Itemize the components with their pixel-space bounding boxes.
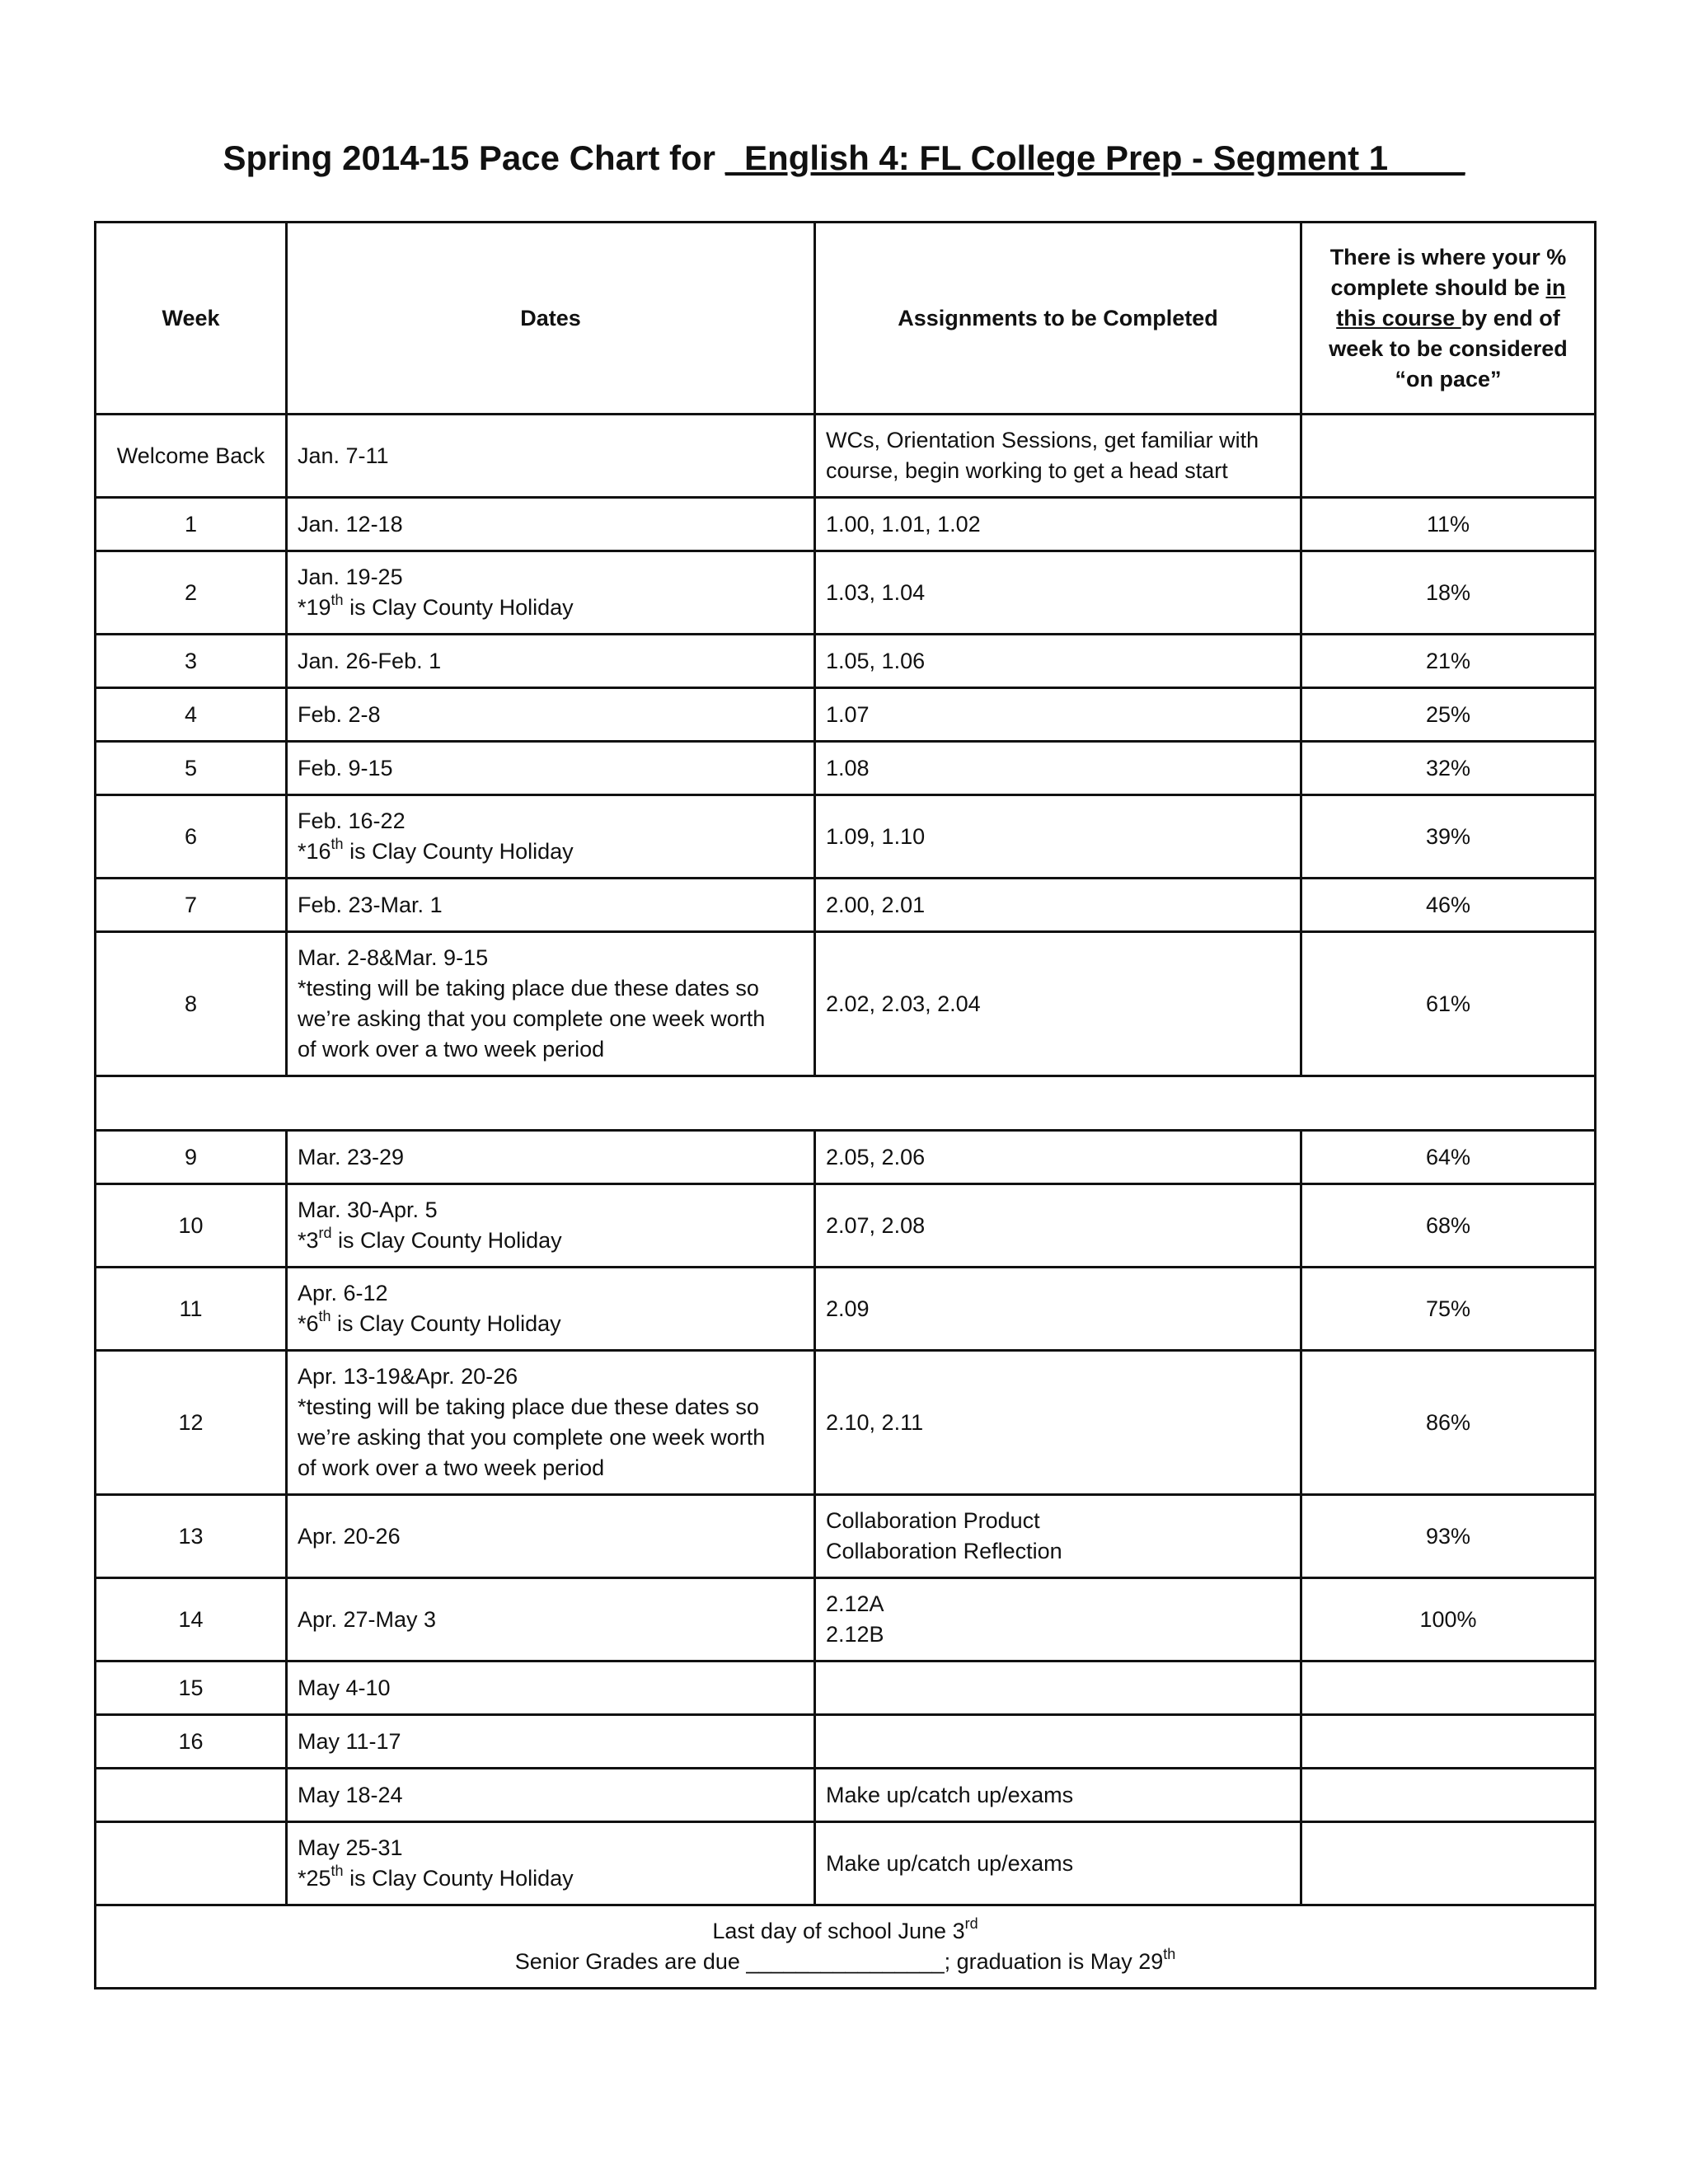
week-cell: 9 (96, 1131, 287, 1184)
week-cell: 12 (96, 1351, 287, 1495)
dates-cell: Feb. 23-Mar. 1 (287, 879, 815, 932)
assignments-cell: Make up/catch up/exams (815, 1769, 1301, 1822)
week-cell (96, 1769, 287, 1822)
senior-grades-note: Senior Grades are due ________________; graduation is May 29th (514, 1946, 1176, 1974)
assignments-cell: 2.00, 2.01 (815, 879, 1301, 932)
holiday-note: *25th is Clay County Holiday (298, 1863, 574, 1891)
header-dates: Dates (287, 223, 815, 415)
course-name: _English 4: FL College Prep - Segment 1____ (724, 138, 1465, 177)
assignments-cell (815, 1661, 1301, 1715)
table-row (96, 1268, 1596, 1351)
last-day-of-school: Last day of school June 3rd (712, 1915, 978, 1943)
assignments-cell: 1.08 (815, 742, 1301, 795)
pace-cell: 75% (1301, 1268, 1596, 1351)
week-cell: 7 (96, 879, 287, 932)
week-cell: Welcome Back (96, 415, 287, 498)
assignments-cell: 1.09, 1.10 (815, 795, 1301, 879)
week-cell: 14 (96, 1578, 287, 1661)
dates-cell: Jan. 26-Feb. 1 (287, 635, 815, 688)
assignments-cell: 2.10, 2.11 (815, 1351, 1301, 1495)
assignments-cell: 1.00, 1.01, 1.02 (815, 498, 1301, 551)
dates-cell: Mar. 2-8&Mar. 9-15 *testing will be taking place due these dates so we’re asking that you complete one week worth of work over a two week period (287, 932, 815, 1076)
dates-cell: Feb. 16-22 *16th is Clay County Holiday (287, 795, 815, 879)
table-row (96, 1715, 1596, 1769)
pace-cell: 61% (1301, 932, 1596, 1076)
table-row (96, 498, 1596, 551)
pace-cell: 100% (1301, 1578, 1596, 1661)
pace-cell (1301, 1769, 1596, 1822)
week-cell: 5 (96, 742, 287, 795)
week-cell: 4 (96, 688, 287, 742)
table-row (96, 1769, 1596, 1822)
holiday-note: *19th is Clay County Holiday (298, 592, 574, 620)
table-row (96, 879, 1596, 932)
pace-cell: 39% (1301, 795, 1596, 879)
week-cell (96, 1822, 287, 1905)
pace-chart-table (94, 221, 1597, 1990)
pace-cell (1301, 1715, 1596, 1769)
dates-cell: Jan. 7-11 (287, 415, 815, 498)
pace-cell (1301, 1822, 1596, 1905)
week-cell: 3 (96, 635, 287, 688)
dates-cell: Mar. 23-29 (287, 1131, 815, 1184)
dates-cell: Jan. 19-25 *19th is Clay County Holiday (287, 551, 815, 635)
table-row (96, 1131, 1596, 1184)
week-cell: 8 (96, 932, 287, 1076)
table-row (96, 932, 1596, 1076)
dates-cell: Apr. 6-12 *6th is Clay County Holiday (287, 1268, 815, 1351)
week-cell: 1 (96, 498, 287, 551)
assignments-cell: Collaboration Product Collaboration Reflection (815, 1495, 1301, 1578)
week-cell: 15 (96, 1661, 287, 1715)
pace-cell: 18% (1301, 551, 1596, 635)
table-row (96, 551, 1596, 635)
table-row (96, 635, 1596, 688)
testing-note: *testing will be taking place due these dates so (298, 1394, 759, 1419)
pace-cell: 64% (1301, 1131, 1596, 1184)
table-row (96, 742, 1596, 795)
table-row (96, 1495, 1596, 1578)
week-cell: 13 (96, 1495, 287, 1578)
footer-cell (96, 1905, 1596, 1989)
pace-cell (1301, 415, 1596, 498)
blank-cell (96, 1076, 1596, 1131)
dates-cell: May 18-24 (287, 1769, 815, 1822)
assignments-cell: Make up/catch up/exams (815, 1822, 1301, 1905)
dates-cell: May 25-31 *25th is Clay County Holiday (287, 1822, 815, 1905)
week-cell: 10 (96, 1184, 287, 1268)
week-cell: 2 (96, 551, 287, 635)
header-week: Week (96, 223, 287, 415)
holiday-note: *3rd is Clay County Holiday (298, 1225, 562, 1253)
week-cell: 6 (96, 795, 287, 879)
assignments-cell (815, 1715, 1301, 1769)
dates-cell: May 4-10 (287, 1661, 815, 1715)
header-pace: There is where your % complete should be in this course by end of week to be considered “on pace” (1301, 223, 1596, 415)
assignments-cell: 2.02, 2.03, 2.04 (815, 932, 1301, 1076)
holiday-note: *16th is Clay County Holiday (298, 836, 574, 864)
pace-cell: 11% (1301, 498, 1596, 551)
assignments-cell: 2.09 (815, 1268, 1301, 1351)
dates-cell: Apr. 13-19&Apr. 20-26 *testing will be taking place due these dates so we’re asking that you complete one week worth of work over a two week period (287, 1351, 815, 1495)
table-row (96, 415, 1596, 498)
table-row (96, 1822, 1596, 1905)
assignments-cell: 1.07 (815, 688, 1301, 742)
title-prefix: Spring 2014-15 Pace Chart for (223, 138, 725, 177)
table-row (96, 1578, 1596, 1661)
dates-cell: Feb. 2-8 (287, 688, 815, 742)
dates-cell: Apr. 27-May 3 (287, 1578, 815, 1661)
assignments-cell: 2.12A 2.12B (815, 1578, 1301, 1661)
footer-row (96, 1905, 1596, 1989)
dates-cell: Jan. 12-18 (287, 498, 815, 551)
table-row (96, 795, 1596, 879)
table-header-row (96, 223, 1596, 415)
assignments-cell: 1.03, 1.04 (815, 551, 1301, 635)
assignments-cell: 2.07, 2.08 (815, 1184, 1301, 1268)
pace-cell: 68% (1301, 1184, 1596, 1268)
blank-separator-row (96, 1076, 1596, 1131)
dates-cell: Mar. 30-Apr. 5 *3rd is Clay County Holiday (287, 1184, 815, 1268)
pace-cell: 86% (1301, 1351, 1596, 1495)
page-title (0, 138, 1688, 178)
header-assignments: Assignments to be Completed (815, 223, 1301, 415)
pace-cell: 21% (1301, 635, 1596, 688)
table-row (96, 1184, 1596, 1268)
assignments-cell: 2.05, 2.06 (815, 1131, 1301, 1184)
dates-cell: Feb. 9-15 (287, 742, 815, 795)
holiday-note: *6th is Clay County Holiday (298, 1308, 561, 1336)
table-row (96, 688, 1596, 742)
table-row (96, 1351, 1596, 1495)
dates-cell: Apr. 20-26 (287, 1495, 815, 1578)
pace-cell: 32% (1301, 742, 1596, 795)
dates-cell: May 11-17 (287, 1715, 815, 1769)
assignments-cell: 1.05, 1.06 (815, 635, 1301, 688)
week-cell: 11 (96, 1268, 287, 1351)
pace-cell: 93% (1301, 1495, 1596, 1578)
week-cell: 16 (96, 1715, 287, 1769)
testing-note: *testing will be taking place due these dates so (298, 976, 759, 1001)
pace-cell: 46% (1301, 879, 1596, 932)
table-row (96, 1661, 1596, 1715)
pace-cell (1301, 1661, 1596, 1715)
assignments-cell: WCs, Orientation Sessions, get familiar with course, begin working to get a head start (815, 415, 1301, 498)
pace-cell: 25% (1301, 688, 1596, 742)
